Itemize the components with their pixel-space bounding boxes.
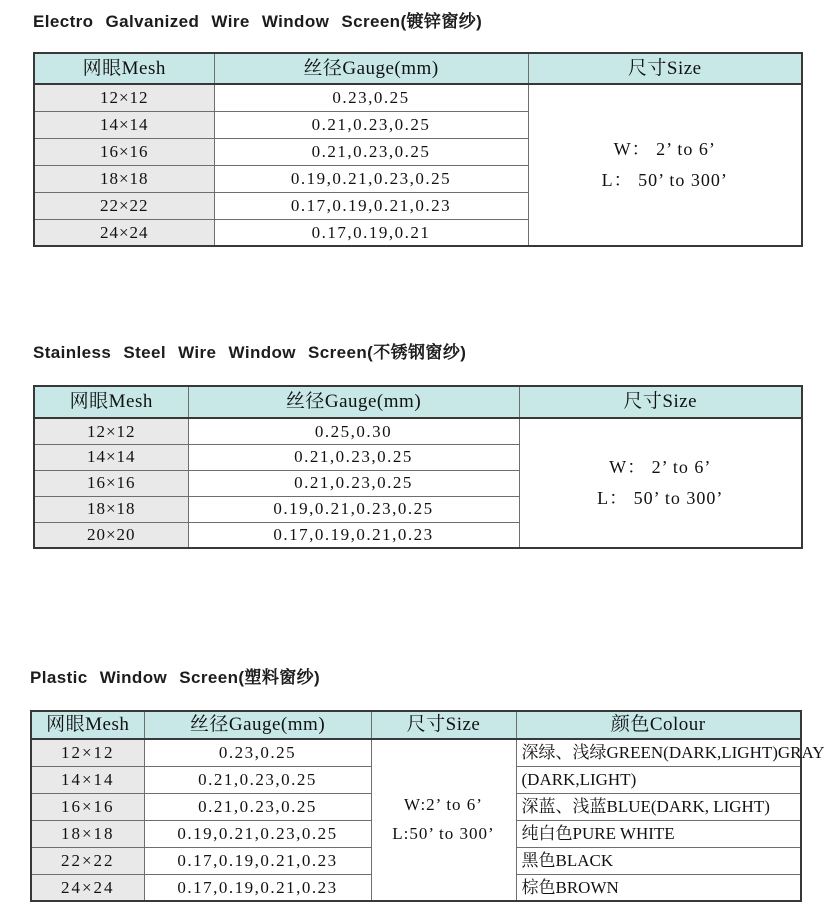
size-length-range: L： 50’ to 300’	[601, 170, 728, 190]
mesh-value: 24×24	[34, 219, 214, 246]
size-width-range: W： 2’ to 6’	[609, 457, 712, 478]
gauge-value: 0.23,0.25	[144, 739, 371, 766]
mesh-value: 14×14	[34, 444, 188, 470]
size-length-range: L:50’ to 300’	[392, 824, 495, 843]
mesh-value: 22×22	[34, 192, 214, 219]
gauge-column-header: 丝径Gauge(mm)	[144, 711, 371, 739]
colour-value: 棕色BROWN	[516, 874, 801, 901]
size-width-range: W： 2’ to 6’	[613, 139, 716, 160]
mesh-column-header: 网眼Mesh	[31, 711, 144, 739]
gauge-value: 0.21,0.23,0.25	[214, 138, 528, 165]
gauge-value: 0.19,0.21,0.23,0.25	[214, 165, 528, 192]
gauge-value: 0.17,0.19,0.21,0.23	[144, 874, 371, 901]
gauge-column-header: 丝径Gauge(mm)	[214, 53, 528, 84]
mesh-value: 20×20	[34, 522, 188, 548]
mesh-value: 12×12	[34, 418, 188, 444]
size-length-range: L： 50’ to 300’	[597, 488, 724, 508]
gauge-value: 0.19,0.21,0.23,0.25	[188, 496, 519, 522]
gauge-value: 0.17,0.19,0.21,0.23	[214, 192, 528, 219]
gauge-value: 0.25,0.30	[188, 418, 519, 444]
gauge-value: 0.21,0.23,0.25	[188, 444, 519, 470]
size-value	[519, 418, 802, 548]
electro-galvanized-title: Electro Galvanized Wire Window Screen(镀锌窗纱)	[33, 12, 483, 31]
table-row	[31, 739, 801, 766]
size-value	[371, 739, 516, 901]
colour-value: 纯白色PURE WHITE	[516, 820, 801, 847]
mesh-value: 16×16	[34, 138, 214, 165]
mesh-value: 14×14	[31, 766, 144, 793]
plastic-screen-title: Plastic Window Screen(塑料窗纱)	[30, 668, 321, 687]
header-row	[34, 386, 802, 418]
gauge-value: 0.21,0.23,0.25	[144, 793, 371, 820]
mesh-value: 16×16	[31, 793, 144, 820]
gauge-value: 0.17,0.19,0.21,0.23	[144, 847, 371, 874]
mesh-value: 18×18	[34, 496, 188, 522]
size-column-header: 尺寸Size	[519, 386, 802, 418]
mesh-value: 12×12	[34, 84, 214, 111]
mesh-value: 22×22	[31, 847, 144, 874]
colour-value: 深蓝、浅蓝BLUE(DARK, LIGHT)	[516, 793, 801, 820]
colour-value: 黑色BLACK	[516, 847, 801, 874]
gauge-value: 0.19,0.21,0.23,0.25	[144, 820, 371, 847]
plastic-screen-table	[30, 710, 825, 902]
gauge-value: 0.17,0.19,0.21,0.23	[188, 522, 519, 548]
mesh-value: 18×18	[31, 820, 144, 847]
mesh-value: 18×18	[34, 165, 214, 192]
colour-value: 深绿、浅绿GREEN(DARK,LIGHT)GRAY	[516, 739, 801, 766]
stainless-steel-title: Stainless Steel Wire Window Screen(不锈钢窗纱)	[33, 343, 467, 362]
table-row	[34, 418, 802, 444]
stainless-steel-table	[33, 385, 803, 549]
header-row	[34, 53, 802, 84]
mesh-value: 16×16	[34, 470, 188, 496]
gauge-column-header: 丝径Gauge(mm)	[188, 386, 519, 418]
gauge-value: 0.21,0.23,0.25	[144, 766, 371, 793]
gauge-value: 0.17,0.19,0.21	[214, 219, 528, 246]
colour-column-header: 颜色Colour	[516, 711, 801, 739]
mesh-column-header: 网眼Mesh	[34, 53, 214, 84]
size-column-header: 尺寸Size	[371, 711, 516, 739]
mesh-value: 14×14	[34, 111, 214, 138]
colour-value: (DARK,LIGHT)	[516, 766, 801, 793]
size-column-header: 尺寸Size	[528, 53, 802, 84]
mesh-value: 24×24	[31, 874, 144, 901]
size-width-range: W:2’ to 6’	[404, 795, 483, 815]
header-row	[31, 711, 801, 739]
gauge-value: 0.21,0.23,0.25	[214, 111, 528, 138]
electro-galvanized-table	[33, 52, 803, 247]
table-row	[34, 84, 802, 111]
mesh-column-header: 网眼Mesh	[34, 386, 188, 418]
gauge-value: 0.21,0.23,0.25	[188, 470, 519, 496]
gauge-value: 0.23,0.25	[214, 84, 528, 111]
size-value	[528, 84, 802, 246]
mesh-value: 12×12	[31, 739, 144, 766]
